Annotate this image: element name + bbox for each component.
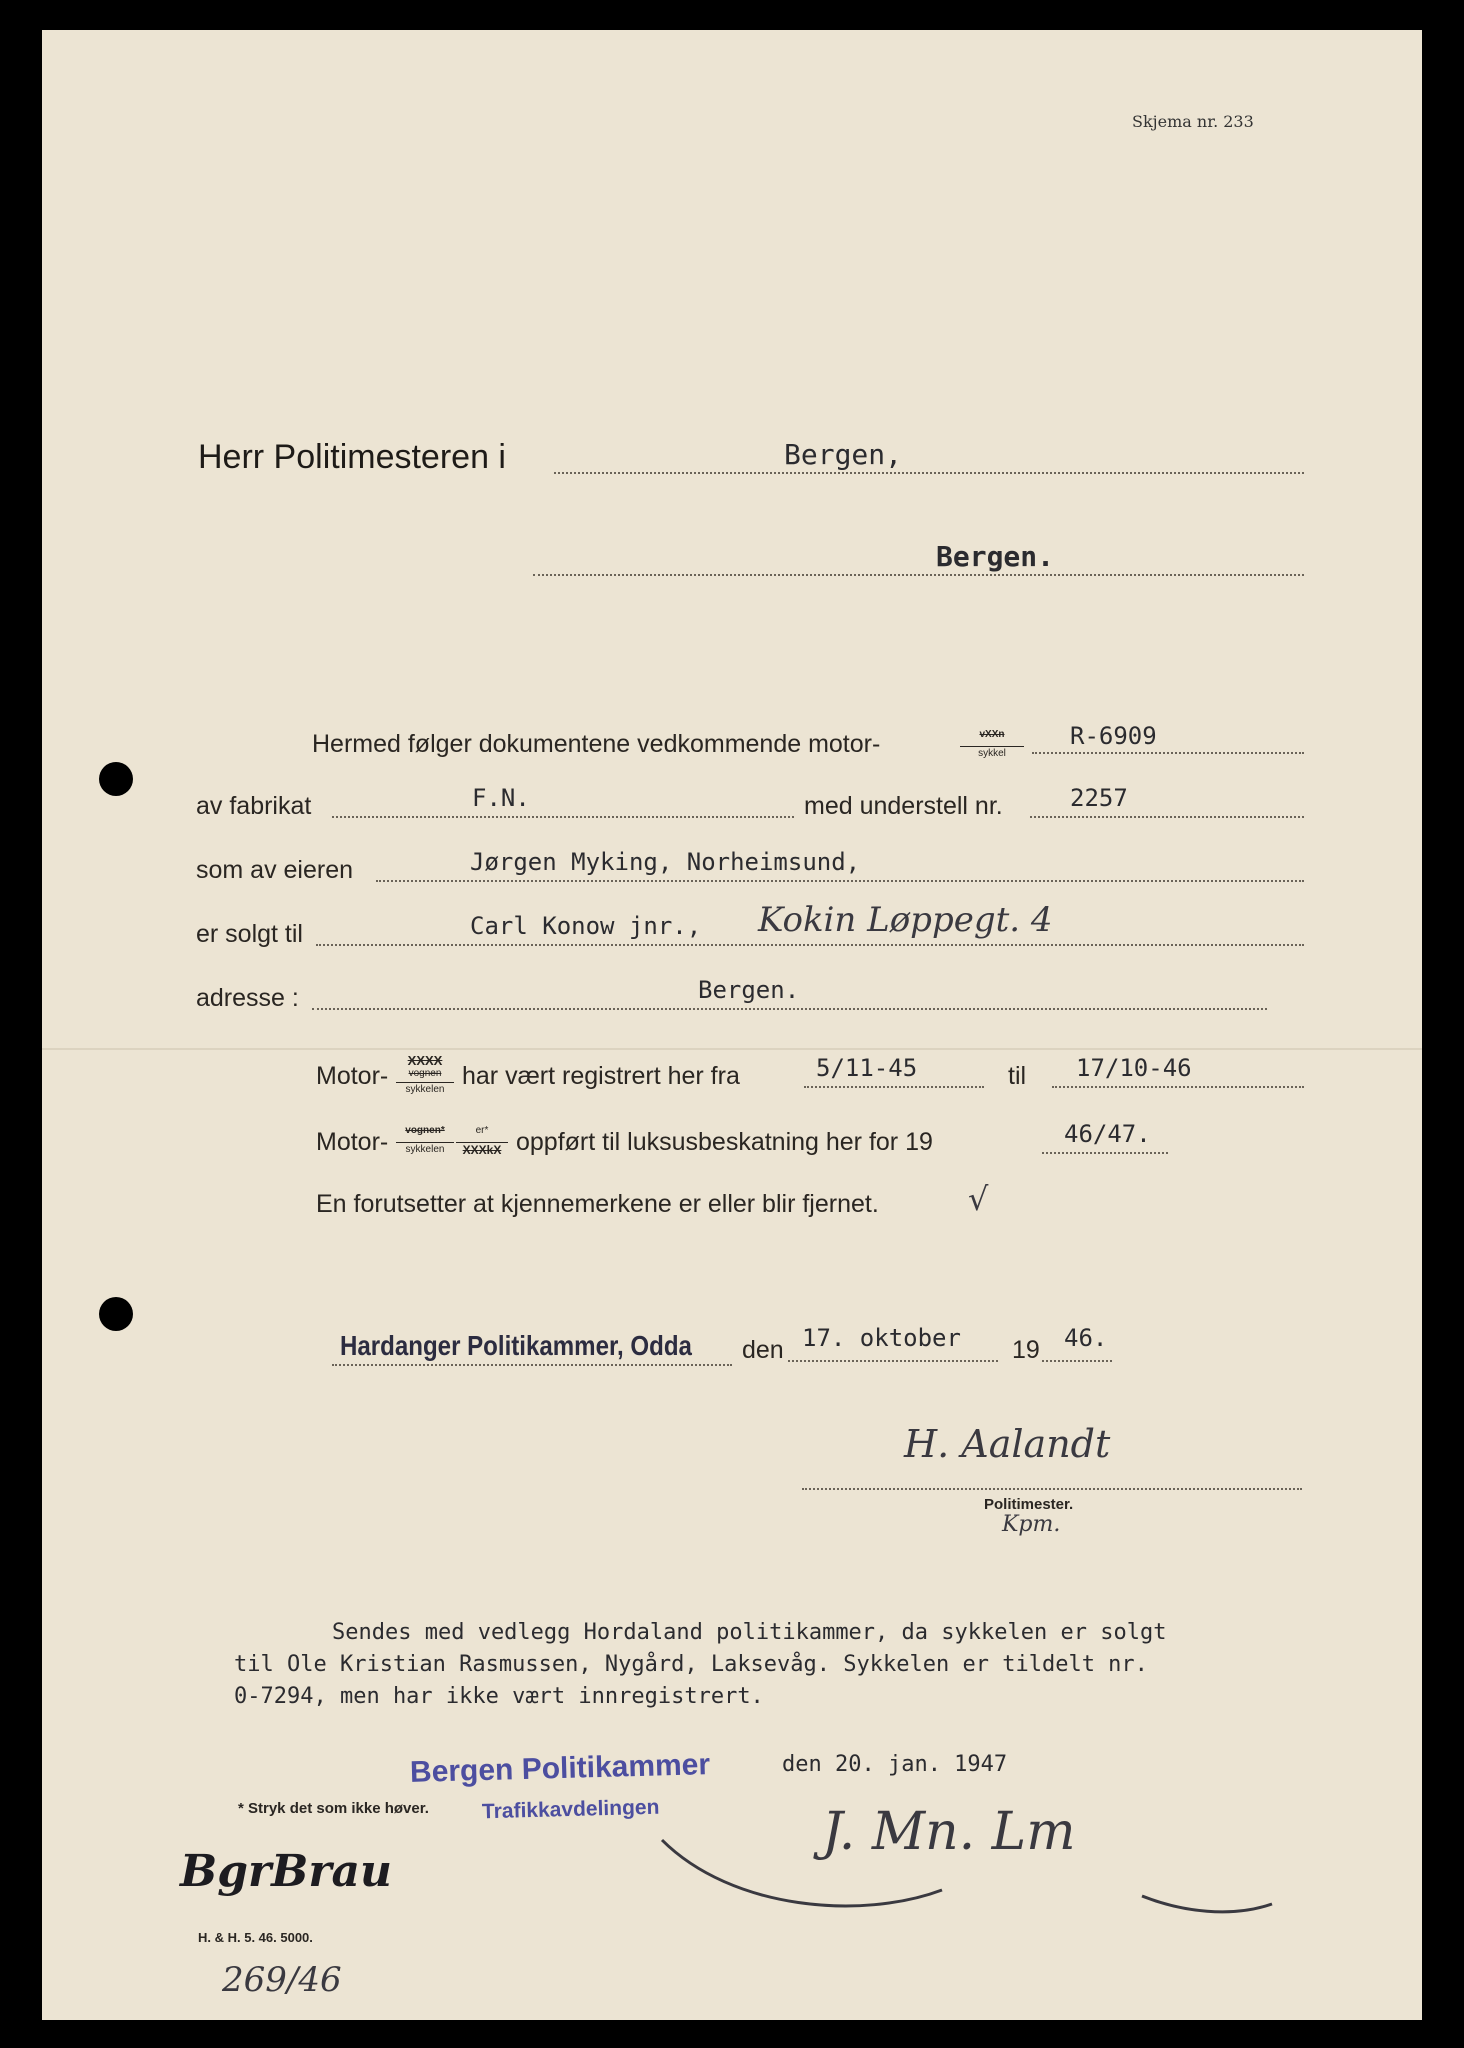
registered-label: har vært registrert her fra <box>462 1062 740 1090</box>
address-value: Bergen. <box>698 976 800 1004</box>
handwritten-stamp-mark: BgrBrau <box>180 1846 393 1897</box>
registered-from: 5/11-45 <box>816 1054 918 1082</box>
issuer-date-line <box>788 1360 998 1362</box>
tax-year-line <box>1042 1152 1168 1154</box>
printer-mark: H. & H. 5. 46. 5000. <box>198 1930 313 1945</box>
issuer-year: 46. <box>1064 1324 1108 1352</box>
punch-hole-bottom <box>99 1297 133 1331</box>
punch-hole-top <box>99 762 133 796</box>
addressee-label: Herr Politimesteren i <box>198 438 506 476</box>
owner-value: Jørgen Myking, Norheimsund, <box>470 848 861 876</box>
make-value: F.N. <box>472 784 530 812</box>
destination-city: Bergen. <box>936 540 1055 573</box>
registered-sub-struck: vognen <box>408 1068 442 1079</box>
registered-to: 17/10-46 <box>1076 1054 1192 1082</box>
owner-label: som av eieren <box>196 856 354 884</box>
intro-label: Hermed følger dokumentene vedkommende motor- <box>312 730 881 758</box>
forwarding-date: den 20. jan. 1947 <box>782 1752 1008 1777</box>
tax-prefix: Motor- <box>316 1128 389 1156</box>
signature-title: Politimester. <box>984 1496 1074 1513</box>
make-line <box>332 816 794 818</box>
tax-label: oppført til luksusbeskatning her for 19 <box>516 1128 933 1156</box>
registered-struck: XXXX <box>407 1053 443 1068</box>
archive-number: 269/46 <box>222 1960 342 2000</box>
tax-year: 46/47. <box>1064 1120 1151 1148</box>
tax-sub-struck: vognen* <box>405 1125 445 1136</box>
buyer-address-handwritten: Kokin Løppegt. 4 <box>758 900 1053 940</box>
issuer-date-label: den <box>742 1336 784 1364</box>
footnote: * Stryk det som ikke høver. <box>238 1800 429 1817</box>
registered-sub: sykkelen <box>396 1082 454 1095</box>
registered-to-line <box>1052 1086 1304 1088</box>
signature-note: Kpm. <box>1002 1512 1061 1537</box>
motor-option-struck: vXXn <box>979 729 1005 740</box>
chassis-label: med understell nr. <box>804 792 1003 820</box>
motor-option: sykkel <box>960 746 1024 759</box>
tax-er: er* <box>475 1125 489 1136</box>
chassis-line <box>1030 816 1304 818</box>
sold-label: er solgt til <box>196 920 303 948</box>
make-label: av fabrikat <box>196 792 312 820</box>
issuer-year-line <box>1042 1360 1112 1362</box>
buyer-line <box>316 944 1304 946</box>
signature-stroke <box>642 1800 1282 1930</box>
address-line <box>312 1008 1267 1010</box>
document-page <box>42 30 1422 2020</box>
traffic-department-stamp: Trafikkavdelingen <box>481 1795 660 1824</box>
form-number: Skjema nr. 233 <box>1132 112 1254 131</box>
owner-line <box>376 880 1304 882</box>
fold-line <box>42 1048 1422 1050</box>
addressee-city: Bergen, <box>784 438 903 471</box>
buyer-value: Carl Konow jnr., <box>470 912 702 940</box>
registered-from-line <box>804 1086 984 1088</box>
registration-line <box>1032 752 1304 754</box>
forwarding-signature: J. Mn. Lm <box>822 1802 1076 1862</box>
registered-to-label: til <box>1008 1062 1027 1090</box>
forwarding-line-2: til Ole Kristian Rasmussen, Nygård, Laksevåg. Sykkelen er tildelt nr. <box>234 1652 1148 1677</box>
registration-number: R-6909 <box>1070 722 1157 750</box>
signature-line <box>802 1488 1302 1490</box>
check-mark: √ <box>968 1180 989 1218</box>
police-chief-signature: H. Aalandt <box>904 1422 1111 1466</box>
tax-er-struck: XXXkX <box>456 1142 508 1155</box>
forwarding-line-1: Sendes med vedlegg Hordaland politikammer, da sykkelen er solgt <box>332 1620 1167 1645</box>
chassis-number: 2257 <box>1070 784 1128 812</box>
removal-note: En forutsetter at kjennemerkene er eller blir fjernet. <box>316 1190 879 1218</box>
tax-sub: sykkelen <box>396 1142 454 1155</box>
destination-line <box>533 574 1304 576</box>
addressee-line <box>554 472 1304 474</box>
address-label: adresse : <box>196 984 299 1012</box>
forwarding-line-3: 0-7294, men har ikke vært innregistrert. <box>234 1684 764 1709</box>
issuer-date: 17. oktober <box>802 1324 961 1352</box>
issuer-year-prefix: 19 <box>1012 1336 1040 1364</box>
bergen-office-stamp: Bergen Politikammer <box>409 1748 711 1789</box>
issuer-stamp: Hardanger Politikammer, Odda <box>340 1330 692 1361</box>
issuer-line <box>332 1364 732 1366</box>
registered-prefix: Motor- <box>316 1062 389 1090</box>
